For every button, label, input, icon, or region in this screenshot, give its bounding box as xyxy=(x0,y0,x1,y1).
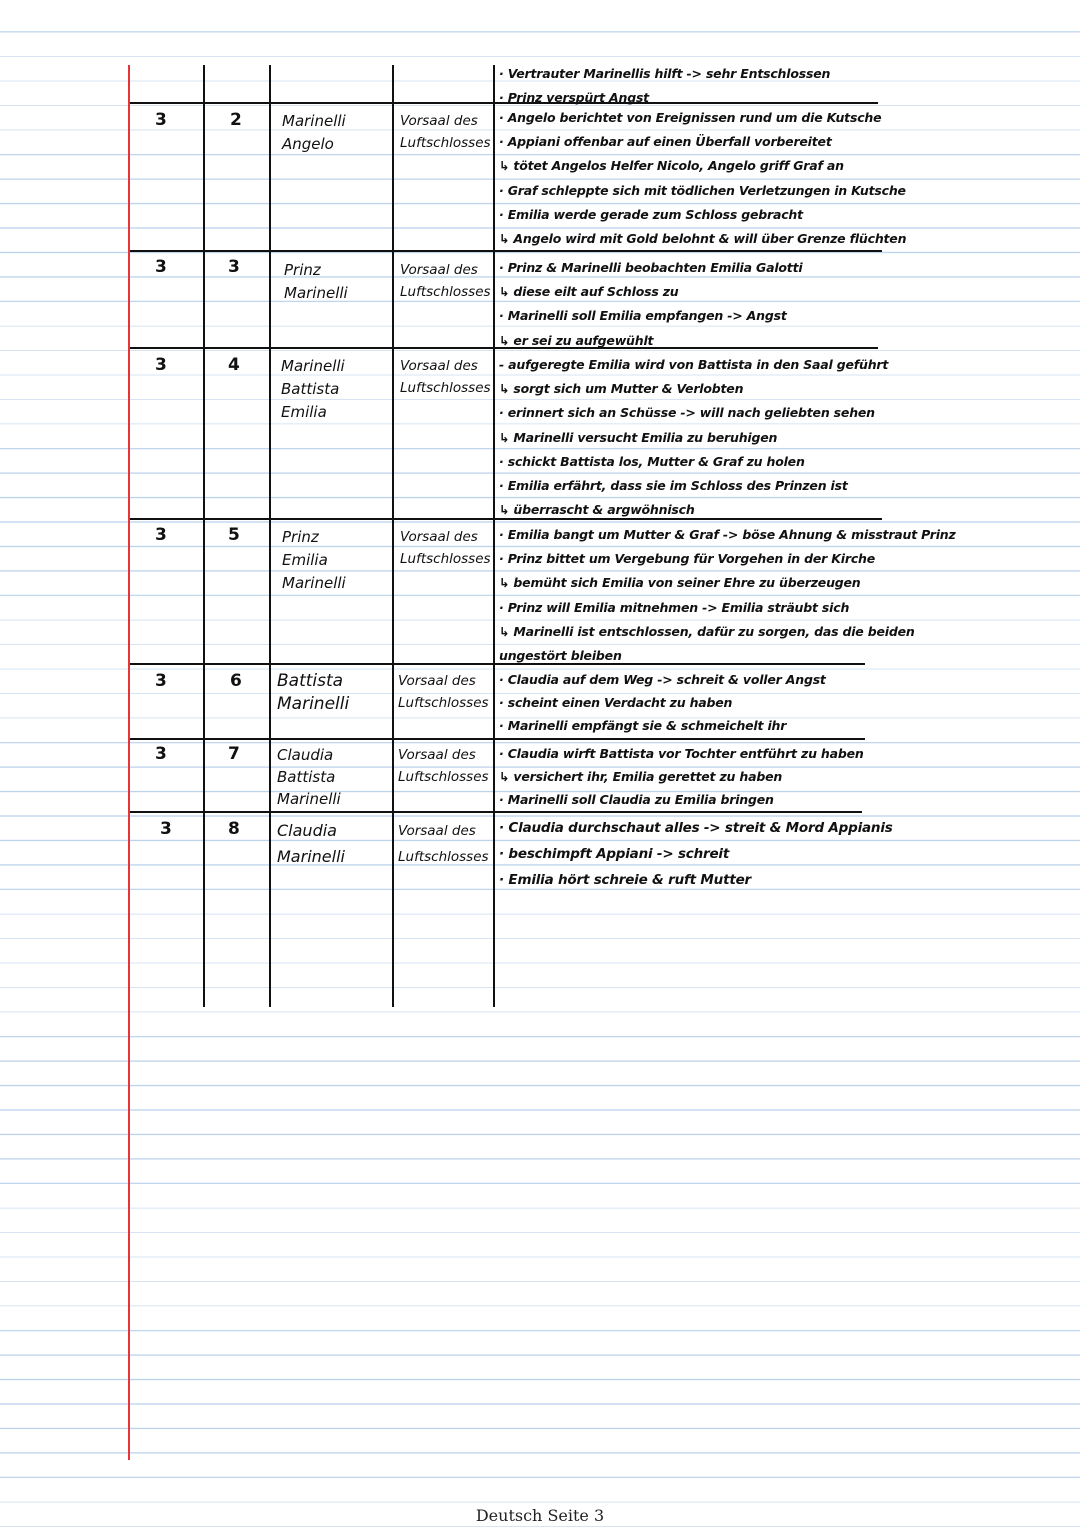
row-divider xyxy=(130,811,862,813)
characters: Battista Marinelli xyxy=(277,671,350,714)
note-line: ↳ sorgt sich um Mutter & Verlobten xyxy=(499,381,744,397)
note-line: · Emilia hört schreie & ruft Mutter xyxy=(499,872,751,888)
characters: Prinz Emilia Marinelli xyxy=(282,528,346,592)
continuation-notes xyxy=(499,62,830,110)
note-line: ↳ Marinelli versucht Emilia zu beruhigen xyxy=(499,429,778,445)
row-divider xyxy=(130,738,865,740)
column-divider xyxy=(203,65,205,1007)
location: Vorsaal des Luftschlosses xyxy=(398,823,489,865)
note-line: ungestört bleiben xyxy=(499,648,622,664)
note-line: · erinnert sich an Schüsse -> will nach geliebten sehen xyxy=(499,405,875,421)
note-line: · beschimpft Appiani -> schreit xyxy=(499,846,730,862)
scene-notes xyxy=(499,106,906,251)
note-line: · Claudia wirft Battista vor Tochter entführt zu haben xyxy=(499,746,864,761)
characters: Prinz Marinelli xyxy=(284,261,348,302)
note-line: · Claudia auf dem Weg -> schreit & voller Angst xyxy=(499,672,826,687)
note-line: ↳ Marinelli ist entschlossen, dafür zu sorgen, das die beiden xyxy=(499,623,915,639)
note-line: · Appiani offenbar auf einen Überfall vorbereitet xyxy=(499,134,832,150)
note-line: · scheint einen Verdacht zu haben xyxy=(499,695,733,710)
note-line: · Claudia durchschaut alles -> streit & Mord Appianis xyxy=(499,820,893,836)
note-line: ↳ tötet Angelos Helfer Nicolo, Angelo griff Graf an xyxy=(499,158,844,174)
scene-number: 5 xyxy=(228,525,240,545)
location: Vorsaal des Luftschlosses xyxy=(400,358,491,396)
note-line: ↳ versichert ihr, Emilia gerettet zu haben xyxy=(499,769,783,784)
note-line: · Emilia bangt um Mutter & Graf -> böse Ahnung & misstraut Prinz xyxy=(499,527,956,542)
characters: Marinelli Battista Emilia xyxy=(281,357,345,421)
characters: Claudia Battista Marinelli xyxy=(277,746,341,808)
act-number: 3 xyxy=(155,525,167,545)
scene-notes xyxy=(499,742,864,811)
column-divider xyxy=(493,65,495,1007)
note-line: ↳ überrascht & argwöhnisch xyxy=(499,502,695,518)
location: Vorsaal des Luftschlosses xyxy=(400,529,491,567)
note-line: · Marinelli soll Claudia zu Emilia bringen xyxy=(499,792,774,807)
scene-number: 4 xyxy=(228,355,240,375)
note-line: · Marinelli soll Emilia empfangen -> Angst xyxy=(499,308,787,324)
note-line: ↳ diese eilt auf Schloss zu xyxy=(499,284,679,300)
note-line: · Emilia werde gerade zum Schloss gebracht xyxy=(499,206,803,222)
note-line: · Prinz & Marinelli beobachten Emilia Galotti xyxy=(499,260,803,275)
margin-line xyxy=(128,65,130,1460)
characters: Marinelli Angelo xyxy=(282,112,346,153)
scene-number: 7 xyxy=(228,744,240,764)
note-line: · Graf schleppte sich mit tödlichen Verletzungen in Kutsche xyxy=(499,182,906,198)
scene-notes xyxy=(499,353,888,522)
note-line: · Vertrauter Marinellis hilft -> sehr Entschlossen xyxy=(499,66,831,81)
note-line: · schickt Battista los, Mutter & Graf zu holen xyxy=(499,453,805,469)
location: Vorsaal des Luftschlosses xyxy=(400,262,491,300)
note-line: · Prinz verspürt Angst xyxy=(499,90,649,106)
scene-number: 8 xyxy=(228,819,240,839)
scene-notes xyxy=(499,256,802,353)
characters: Claudia Marinelli xyxy=(277,821,345,866)
location: Vorsaal des Luftschlosses xyxy=(400,113,491,151)
location: Vorsaal des Luftschlosses xyxy=(398,747,489,785)
page-footer: Deutsch Seite 3 xyxy=(475,1506,605,1525)
note-line: ↳ Angelo wird mit Gold belohnt & will über Grenze flüchten xyxy=(499,231,907,247)
column-divider xyxy=(269,65,271,1007)
note-line: ↳ bemüht sich Emilia von seiner Ehre zu überzeugen xyxy=(499,575,861,591)
scene-number: 6 xyxy=(230,671,242,691)
note-line: · Angelo berichtet von Ereignissen rund um die Kutsche xyxy=(499,110,882,125)
note-line: · Prinz bittet um Vergebung für Vorgehen in der Kirche xyxy=(499,551,876,567)
scene-number: 3 xyxy=(228,257,240,277)
scene-notes xyxy=(499,523,956,668)
column-divider xyxy=(392,65,394,1007)
act-number: 3 xyxy=(155,671,167,691)
scene-notes xyxy=(499,668,826,737)
note-line: · Prinz will Emilia mitnehmen -> Emilia sträubt sich xyxy=(499,599,850,615)
act-number: 3 xyxy=(155,744,167,764)
act-number: 3 xyxy=(160,819,172,839)
note-line: · Marinelli empfängt sie & schmeichelt ihr xyxy=(499,718,787,733)
scene-notes xyxy=(499,815,893,893)
location: Vorsaal des Luftschlosses xyxy=(398,673,489,711)
act-number: 3 xyxy=(155,110,167,130)
note-line: - aufgeregte Emilia wird von Battista in den Saal geführt xyxy=(499,357,889,372)
note-line: · Emilia erfährt, dass sie im Schloss des Prinzen ist xyxy=(499,478,848,494)
note-line: ↳ er sei zu aufgewühlt xyxy=(499,332,654,348)
act-number: 3 xyxy=(155,257,167,277)
scene-number: 2 xyxy=(230,110,242,130)
act-number: 3 xyxy=(155,355,167,375)
